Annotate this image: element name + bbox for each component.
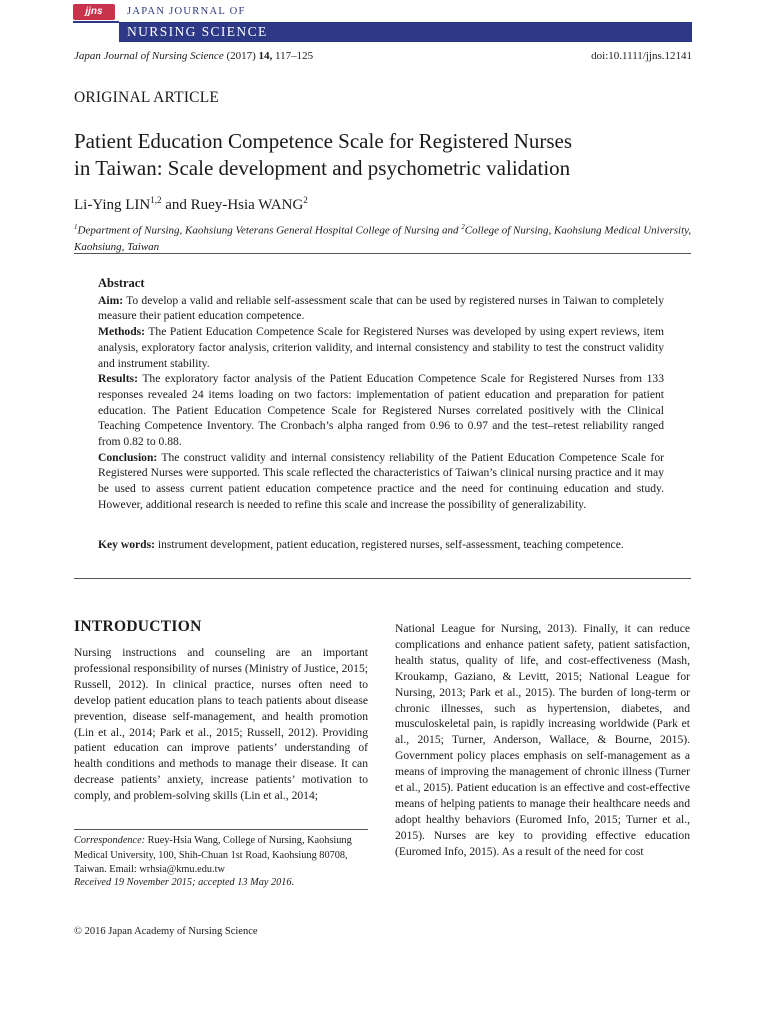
author-list bbox=[74, 195, 308, 214]
citation-year: (2017) bbox=[226, 50, 256, 62]
abstract-results bbox=[98, 371, 664, 450]
aim-label: Aim: bbox=[98, 293, 124, 307]
author-2-affil: 2 bbox=[303, 195, 308, 205]
affiliations bbox=[74, 219, 694, 255]
abstract-heading: Abstract bbox=[98, 276, 145, 290]
abstract-top-rule bbox=[74, 253, 691, 254]
footnote-rule bbox=[74, 829, 368, 830]
intro-column-left: Nursing instructions and counseling are an important professional responsibility of nurses (Ministry of Justice, 2015; Russell, 2012). In clinical practice, nurses often need to develop patient education plans to teach patients about disease prevention, disease self-management, and health promotion (Lin et al., 2014; Park et al., 2015; Russell, 2012). Providing patient education can improve patients’ understanding of health conditions and methods to manage their disease. It can decrease patients’ anxiety, increase patients’ motivation to comply, and problem-solving skills (Lin et al., 2014; bbox=[74, 646, 368, 803]
journal-logo: jjns bbox=[73, 4, 115, 20]
abstract-methods bbox=[98, 324, 664, 371]
section-heading-introduction: INTRODUCTION bbox=[74, 618, 202, 635]
citation bbox=[74, 50, 313, 62]
author-conj: and bbox=[161, 197, 191, 213]
doi[interactable]: doi:10.1111/jjns.12141 bbox=[591, 50, 692, 62]
conclusion-label: Conclusion: bbox=[98, 450, 158, 464]
keywords bbox=[98, 537, 664, 553]
abstract-aim bbox=[98, 293, 664, 324]
article-title bbox=[74, 128, 694, 182]
methods-text: The Patient Education Competence Scale for Registered Nurses was developed by using expert reviews, item analysis, exploratory factor analysis, criterion validity, and internal consistency and stability to test the construct validity and instrument stability. bbox=[98, 325, 664, 370]
received-date: Received 19 November 2015; accepted 13 May 2016. bbox=[74, 877, 295, 888]
affil-sup-1: 1 bbox=[74, 223, 78, 231]
affil-text-2: College of Nursing, Kaohsiung Medical University, Kaohsiung, Taiwan bbox=[74, 224, 692, 253]
correspondence bbox=[74, 834, 368, 878]
abstract-conclusion bbox=[98, 450, 664, 513]
author-2: Ruey-Hsia WANG bbox=[190, 197, 304, 213]
title-line-1: Patient Education Competence Scale for Registered Nurses bbox=[74, 129, 573, 153]
copyright: © 2016 Japan Academy of Nursing Science bbox=[74, 926, 258, 937]
abstract bbox=[98, 276, 664, 513]
results-text: The exploratory factor analysis of the Patient Education Competence Scale for Registered Nurses from 133 responses revealed 24 items loading on two factors: implementation of patient education and preparation for patient education. The Patient Education Competence Scale for Registered Nurses correlated positively with the Clinical Teaching Competence Inventory. The Cronbach’s alpha ranged from 0.96 to 0.97 and the test–retest reliability ranged from 0.82 to 0.88. bbox=[98, 372, 664, 449]
correspondence-text: Ruey-Hsia Wang, College of Nursing, Kaohsiung Medical University, 100, Shih-Chuan 1st Road, Kaohsiung 80708, Taiwan. Email: wrhsia@kmu.edu.tw bbox=[74, 835, 352, 875]
correspondence-label: Correspondence: bbox=[74, 835, 146, 846]
journal-name-banner bbox=[119, 22, 692, 42]
article-type: ORIGINAL ARTICLE bbox=[74, 89, 220, 106]
affil-text-1: Department of Nursing, Kaohsiung Veterans General Hospital College of Nursing and bbox=[77, 224, 462, 237]
journal-name-top-text: JAPAN JOURNAL OF bbox=[127, 6, 246, 17]
affil-sup-2: 2 bbox=[461, 223, 465, 231]
author-1: Li-Ying LIN bbox=[74, 197, 151, 213]
title-line-2: in Taiwan: Scale development and psychometric validation bbox=[74, 156, 571, 180]
author-1-affil: 1,2 bbox=[150, 195, 162, 205]
results-label: Results: bbox=[98, 372, 138, 386]
citation-pages: 117–125 bbox=[275, 50, 314, 62]
journal-name-bottom-text: NURSING SCIENCE bbox=[127, 24, 268, 39]
conclusion-text: The construct validity and internal consistency reliability of the Patient Education Competence Scale for Registered Nurses were supported. This scale reflected the characteristics of Taiwan’s clinical nursing practice and it may be used to assess current patient education competence practice and the need for continuing education and study. However, additional research is needed to refine this scale and increase the possibility of generalizability. bbox=[98, 450, 664, 511]
journal-name-top bbox=[119, 4, 692, 22]
citation-volume: 14, bbox=[258, 50, 273, 62]
citation-journal: Japan Journal of Nursing Science bbox=[74, 50, 224, 62]
header-divider bbox=[73, 21, 119, 23]
keywords-text: instrument development, patient education, registered nurses, self-assessment, teaching competence. bbox=[155, 538, 624, 551]
intro-column-right: National League for Nursing, 2013). Finally, it can reduce complications and enhance patient safety, patient satisfaction, health status, quality of life, and cost-effectiveness (Mash, Kroukamp, Gaziano, & Levitt, 2015; National League for Nursing, 2013; Park et al., 2015). The burden of long-term or chronic illnesses, such as hypertension, diabetes, and musculoskeletal pain, is rapidly increasing worldwide (Park et al., 2015; Turner, Anderson, Wallace, & Bourne, 2015). Government policy places emphasis on self-management as a means of improving the management of chronic illness (Turner et al., 2015). Patient education is an effective and cost-effective means of helping patients to manage their healthcare needs and adopt healthy behaviors (Euromed Info, 2015; Turner et al., 2015). Nurses are key to providing effective education (Euromed Info, 2015). As a result of the need for cost bbox=[395, 622, 690, 858]
methods-label: Methods: bbox=[98, 325, 146, 339]
abstract-bottom-rule bbox=[74, 578, 691, 579]
aim-text: To develop a valid and reliable self-assessment scale that can be used by registered nurses in Taiwan to completely measure their patient education competence. bbox=[98, 293, 664, 323]
keywords-label: Key words: bbox=[98, 538, 155, 551]
